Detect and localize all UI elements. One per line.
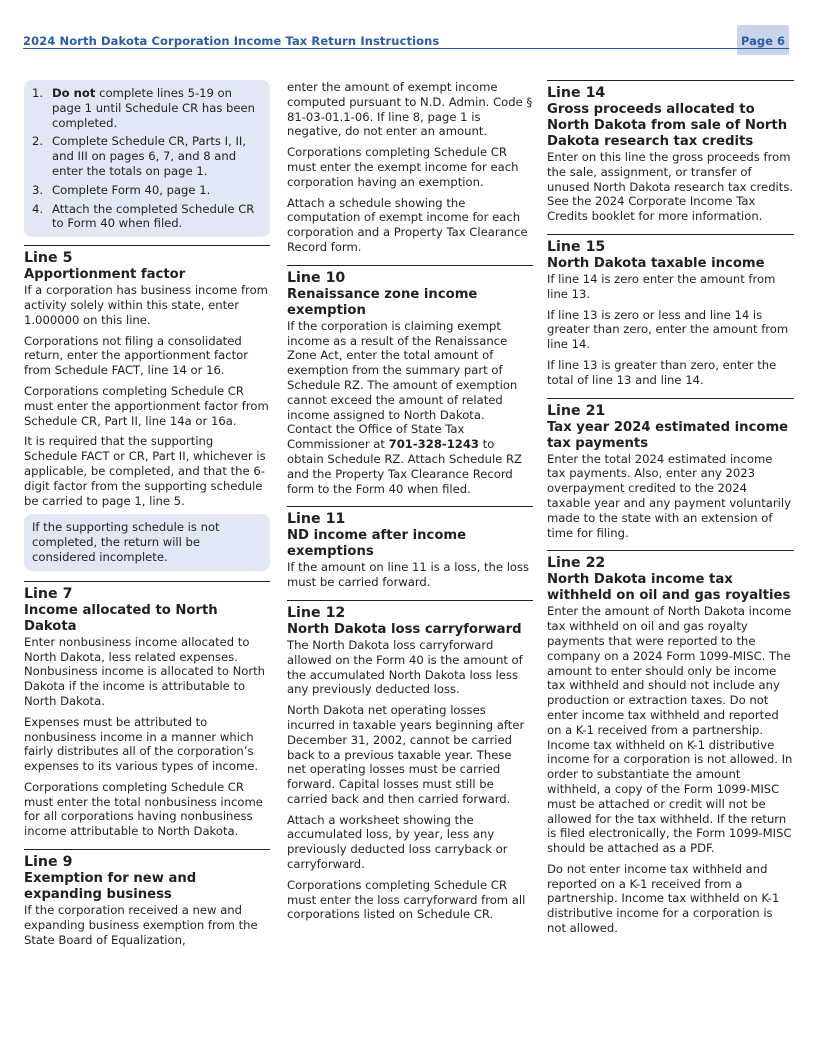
section-divider — [287, 506, 533, 507]
column-right — [547, 80, 794, 946]
paragraph: Enter the amount of North Dakota income tax withheld on oil and gas royalty payments that were reported to the company on a 2024 Form 1099-MISC. The amount to enter should only be income tax withheld and should not include any production or extraction taxes. Do not enter income tax withheld and reported on a K-1 received from a partnership. Income tax withheld on K-1 distributive income for a corporation is not allowed. In order to substantiate the amount withheld, a copy of the Form 1099-MISC must be attached or credit will not be allowed for the tax withheld. If the return is filed electronically, the Form 1099-MISC should be attached as a PDF. — [547, 604, 793, 856]
paragraph: If line 13 is greater than zero, enter the total of line 13 and line 14. — [547, 357, 777, 387]
column-middle — [287, 80, 533, 932]
section-title: ND income after income exemptions — [287, 528, 467, 560]
note-text: If the supporting schedule is not completed, the return will be considered incomplete. — [32, 520, 220, 564]
section-title: North Dakota income tax withheld on oil and gas royalties — [547, 572, 791, 604]
paragraph: If the amount on line 11 is a loss, the loss must be carried forward. — [287, 560, 530, 590]
intro-step: 3. Complete Form 40, page 1. — [32, 182, 211, 197]
section-line-22 — [547, 550, 794, 936]
paragraph: Corporations not filing a consolidated return, enter the apportionment factor from Schedule FACT, line 14 or 16. — [24, 333, 249, 378]
document-header-title: 2024 North Dakota Corporation Income Tax Return Instructions — [23, 34, 440, 48]
section-line-label: Line 14 — [547, 85, 606, 101]
intro-step: 4. Attach the completed Schedule CR to Form 40 when filed. — [32, 201, 255, 231]
section-line-label: Line 7 — [24, 585, 73, 602]
paragraph: Corporations completing Schedule CR must enter the apportionment factor from Schedule CR, Part II, line 14a or 16a. — [24, 383, 269, 428]
paragraph: Corporations completing Schedule CR must enter the loss carryforward from all corporations listed on Schedule CR. — [287, 877, 526, 922]
section-line-label: Line 9 — [24, 854, 73, 871]
page-number-label: Page 6 — [741, 34, 785, 48]
section-title: Gross proceeds allocated to North Dakota from sale of North Dakota research tax credits — [547, 102, 788, 149]
section-line-label: Line 21 — [547, 402, 606, 419]
paragraph: Enter on this line the gross proceeds from the sale, assignment, or transfer of unused North Dakota research tax credits. See the 2024 Corporate Income Tax Credits booklet for more information. — [547, 150, 794, 224]
section-title: Income allocated to North Dakota — [24, 602, 218, 634]
section-title: Exemption for new and expanding business — [24, 871, 197, 903]
section-line-5 — [24, 245, 270, 571]
section-line-9-continued — [287, 80, 533, 255]
paragraph: Enter the total 2024 estimated income tax payments. Also, enter any 2023 overpayment credited to the 2024 taxable year and any payment voluntarily made to the state with an extension of time for filing. — [547, 451, 791, 540]
section-line-label: Line 12 — [287, 604, 346, 621]
section-divider — [287, 265, 533, 266]
paragraph: If line 14 is zero enter the amount from line 13. — [547, 271, 776, 301]
section-line-14 — [547, 80, 794, 224]
section-divider — [287, 600, 533, 601]
section-line-10 — [287, 265, 533, 497]
section-line-9 — [24, 849, 270, 947]
column-left — [24, 80, 270, 957]
page-number-tab — [737, 25, 789, 55]
paragraph: North Dakota net operating losses incurred in taxable years beginning after December 31, 2002, cannot be carried back to a previous taxable year. These net operating losses must be carried forward. Capital losses must still be carried back and then carried forward. — [287, 703, 525, 806]
section-divider — [547, 80, 794, 81]
section-divider — [547, 234, 794, 235]
phone-number: 701-328-1243 — [388, 437, 479, 452]
paragraph: The North Dakota loss carryforward allowed on the Form 40 is the amount of the accumulated North Dakota loss less any previously deducted loss. — [287, 637, 523, 697]
intro-step: 2. Complete Schedule CR, Parts I, II, and III on pages 6, 7, and 8 and enter the totals on page 1. — [32, 134, 246, 178]
paragraph: If line 13 is zero or less and line 14 is greater than zero, enter the amount from line 14. — [547, 307, 789, 352]
paragraph: If the corporation is claiming exempt income as a result of the Renaissance Zone Act, enter the total amount of exemption from the summary part of Schedule RZ. The amount of exemption cannot exceed the amount of related income assigned to North Dakota. Contact the Office of State Tax Commissioner at 701-328-1243 to obtain Schedule RZ. Attach Schedule RZ and the Property Tax Clearance Record form to the Form 40 when filed. — [287, 318, 522, 496]
paragraph: Corporations completing Schedule CR must enter the exempt income for each corporation having an exemption. — [287, 145, 519, 189]
intro-steps-list — [32, 86, 264, 231]
paragraph: If a corporation has business income from activity solely within this state, enter 1.000000 on this line. — [24, 283, 268, 327]
section-title: North Dakota taxable income — [547, 255, 765, 271]
header-divider — [23, 48, 789, 49]
section-title: Apportionment factor — [24, 267, 186, 283]
section-line-21 — [547, 398, 794, 541]
section-line-label: Line 22 — [547, 555, 606, 572]
paragraph: Attach a schedule showing the computation of exempt income for each corporation and a Property Tax Clearance Record form. — [287, 195, 528, 254]
section-divider — [24, 245, 270, 246]
section-divider — [547, 550, 794, 551]
section-title: Renaissance zone income exemption — [287, 286, 478, 318]
section-divider — [547, 398, 794, 399]
section-line-label: Line 10 — [287, 269, 346, 286]
paragraph: Enter nonbusiness income allocated to North Dakota, less related expenses. Nonbusiness income is allocated to North Dakota if the income is attributable to North Dakota. — [24, 634, 266, 708]
paragraph: enter the amount of exempt income computed pursuant to N.D. Admin. Code § 81-03-01.1-06. If line 8, page 1 is negative, do not enter an amount. — [287, 80, 533, 139]
paragraph: Do not enter income tax withheld and reported on a K-1 received from a partnership. Income tax withheld on K-1 distributive income for a corporation is not allowed. — [547, 861, 780, 936]
intro-step: 1. Do not complete lines 5-19 on page 1 until Schedule CR has been completed. — [32, 86, 256, 130]
section-title: Tax year 2024 estimated income tax payments — [547, 419, 789, 451]
note-box — [24, 514, 270, 570]
section-line-label: Line 11 — [287, 511, 346, 528]
intro-steps-box — [24, 80, 270, 237]
section-line-7 — [24, 581, 270, 839]
paragraph: Attach a worksheet showing the accumulated loss, by year, less any previously deducted loss carryback or carryforward. — [287, 812, 508, 872]
section-title: North Dakota loss carryforward — [287, 621, 522, 637]
paragraph: Expenses must be attributed to nonbusiness income in a manner which fairly distributes all of the corporation’s expenses to its various types of income. — [24, 714, 259, 774]
section-line-12 — [287, 600, 533, 922]
section-line-15 — [547, 234, 794, 388]
section-divider — [24, 581, 270, 582]
paragraph: It is required that the supporting Schedule FACT or CR, Part II, whichever is applicable, be completed, and that the 6-digit factor from the supporting schedule be carried to page 1, line 5. — [24, 434, 266, 508]
section-divider — [24, 849, 270, 850]
section-line-label: Line 15 — [547, 238, 606, 255]
paragraph: If the corporation received a new and expanding business exemption from the State Board of Equalization, — [24, 903, 258, 947]
section-line-11 — [287, 506, 533, 590]
section-line-label: Line 5 — [24, 250, 73, 267]
paragraph: Corporations completing Schedule CR must enter the total nonbusiness income for all corporations having nonbusiness income attributable to North Dakota. — [24, 779, 263, 839]
